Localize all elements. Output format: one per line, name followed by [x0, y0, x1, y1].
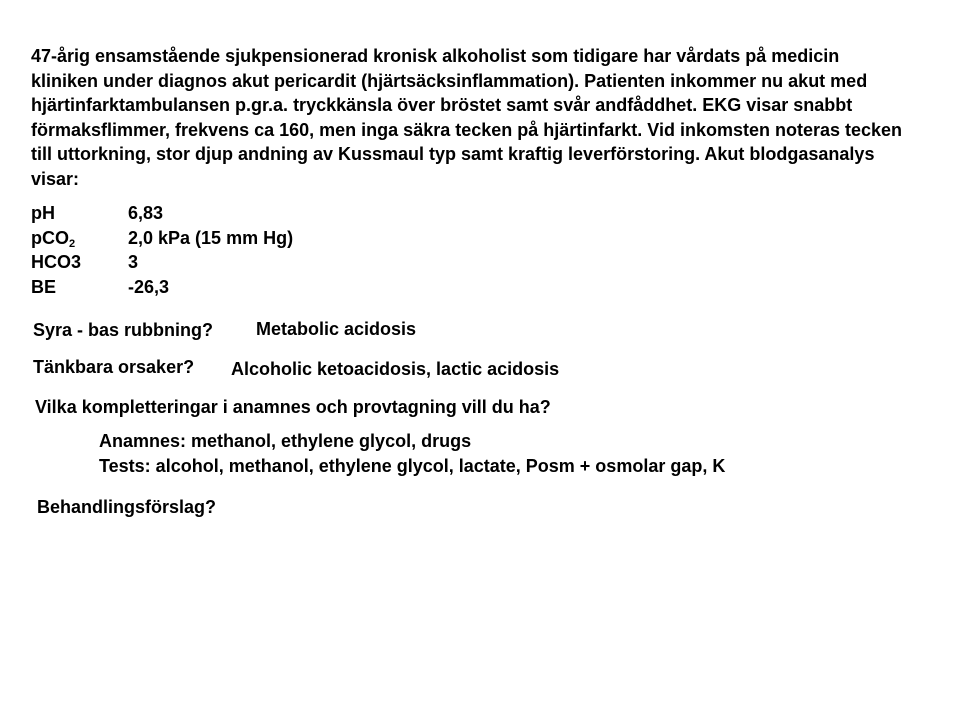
question-possible-causes: Tänkbara orsaker?: [33, 357, 195, 377]
lab-name: pH: [31, 203, 55, 223]
answer-possible-causes: Alcoholic ketoacidosis, lactic acidosis: [231, 359, 560, 379]
answer-additional-tests: [99, 429, 725, 478]
lab-name: BE: [31, 276, 57, 297]
lab-value: 2,0 kPa (15 mm Hg): [128, 227, 294, 248]
case-description: 47-årig ensamstående sjukpensionerad kronisk alkoholist som tidigare har vårdats på medicin kliniken under diagnos akut pericardit (hjärtsäcksinflammation). Patienten inkommer nu akut med hjärtinfarktambulansen p.gr.a. tryckkänsla över bröstet samt svår andfåddhet. EKG visar snabbt förmaksflimmer, frekvens ca 160, men inga säkra tecken på hjärtinfarkt. Vid inkomsten noteras tecken till uttorkning, stor djup andning av Kussmaul typ samt kraftig leverförstoring. Akut blodgasanalys visar:: [31, 46, 903, 189]
lab-value: 6,83: [128, 203, 164, 223]
lab-row-be: [31, 275, 293, 300]
lab-value: -26,3: [128, 276, 170, 297]
answer-anamnes: Anamnes: methanol, ethylene glycol, drugs: [99, 431, 472, 451]
lab-row-pco2: [31, 226, 293, 251]
lab-name: pCO$_2$: [31, 227, 76, 250]
lab-value: 3: [128, 252, 139, 272]
lab-name: HCO3: [31, 252, 82, 272]
lab-row-hco3: [31, 250, 293, 275]
question-additional-tests: Vilka kompletteringar i anamnes och provtagning vill du ha?: [35, 397, 551, 417]
blood-gas-results: [31, 201, 293, 299]
answer-acid-base-disorder: Metabolic acidosis: [256, 319, 417, 339]
answer-tests: Tests: alcohol, methanol, ethylene glycol, lactate, Posm + osmolar gap, K: [99, 455, 726, 476]
question-acid-base-disorder: Syra - bas rubbning?: [33, 320, 214, 340]
lab-row-ph: [31, 201, 293, 226]
question-treatment: Behandlingsförslag?: [37, 497, 217, 517]
